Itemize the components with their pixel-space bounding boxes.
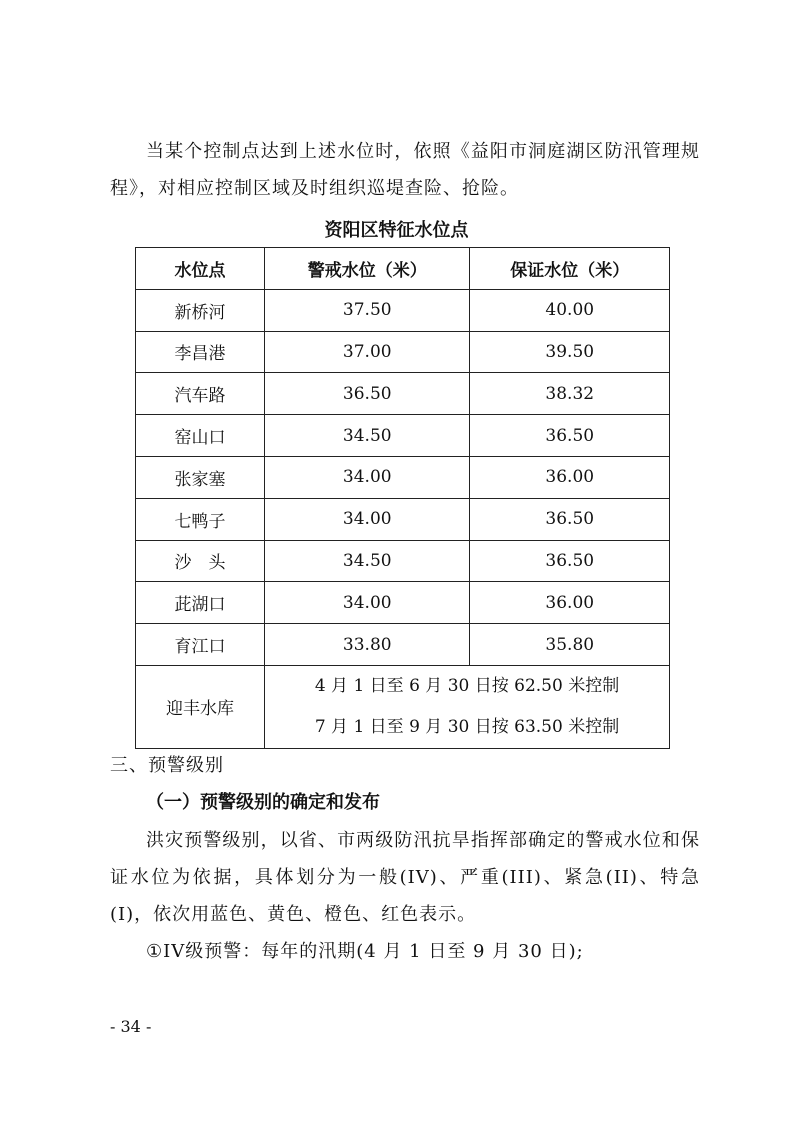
cell-reservoir-notes bbox=[265, 665, 670, 748]
table-row bbox=[136, 624, 670, 666]
reservoir-note: 4 月 1 日至 6 月 30 日按 62.50 米控制 bbox=[314, 675, 620, 696]
paragraph-iv-warning: ①IV级预警：每年的汛期(4 月 1 日至 9 月 30 日); bbox=[146, 941, 584, 962]
page-number: - 34 - bbox=[110, 1017, 152, 1036]
table-title: 资阳区特征水位点 bbox=[324, 220, 469, 241]
cell-warning: 37.50 bbox=[265, 289, 470, 331]
cell-guarantee: 35.80 bbox=[470, 624, 670, 666]
table-row bbox=[136, 289, 670, 331]
header-guarantee-level: 保证水位（米） bbox=[470, 248, 670, 290]
cell-guarantee: 36.50 bbox=[470, 415, 670, 457]
table-row bbox=[136, 540, 670, 582]
cell-site: 李昌港 bbox=[136, 331, 265, 373]
cell-warning: 34.50 bbox=[265, 540, 470, 582]
cell-site: 新桥河 bbox=[136, 289, 265, 331]
paragraph-levels: 洪灾预警级别，以省、市两级防汛抗旱指挥部确定的警戒水位和保证水位为依据，具体划分为一般(IV)、严重(III)、紧急(II)、特急(I)，依次用蓝色、黄色、橙色、红色表示。 bbox=[110, 830, 700, 925]
intro-paragraph: 当某个控制点达到上述水位时，依照《益阳市洞庭湖区防汛管理规程》，对相应控制区域及时组织巡堤查险、抢险。 bbox=[110, 141, 700, 199]
cell-guarantee: 38.32 bbox=[470, 373, 670, 415]
cell-site: 育江口 bbox=[136, 624, 265, 666]
table-row bbox=[136, 415, 670, 457]
cell-warning: 37.00 bbox=[265, 331, 470, 373]
water-level-table bbox=[135, 247, 670, 749]
cell-site: 茈湖口 bbox=[136, 582, 265, 624]
header-warning-level: 警戒水位（米） bbox=[265, 248, 470, 290]
cell-warning: 34.00 bbox=[265, 456, 470, 498]
table-row bbox=[136, 373, 670, 415]
table-row bbox=[136, 331, 670, 373]
table-row bbox=[136, 582, 670, 624]
cell-guarantee: 36.00 bbox=[470, 582, 670, 624]
cell-site: 七鸭子 bbox=[136, 498, 265, 540]
cell-guarantee: 40.00 bbox=[470, 289, 670, 331]
cell-guarantee: 39.50 bbox=[470, 331, 670, 373]
cell-warning: 34.00 bbox=[265, 582, 470, 624]
cell-warning: 34.50 bbox=[265, 415, 470, 457]
cell-site: 张家塞 bbox=[136, 456, 265, 498]
section-heading: 三、预警级别 bbox=[110, 755, 224, 776]
subsection-heading: （一）预警级别的确定和发布 bbox=[146, 792, 380, 813]
table-row bbox=[136, 456, 670, 498]
cell-site: 汽车路 bbox=[136, 373, 265, 415]
cell-warning: 33.80 bbox=[265, 624, 470, 666]
reservoir-note: 7 月 1 日至 9 月 30 日按 63.50 米控制 bbox=[314, 716, 620, 737]
cell-guarantee: 36.50 bbox=[470, 540, 670, 582]
cell-warning: 36.50 bbox=[265, 373, 470, 415]
cell-site: 沙 头 bbox=[136, 540, 265, 582]
table-row bbox=[136, 498, 670, 540]
cell-warning: 34.00 bbox=[265, 498, 470, 540]
header-site: 水位点 bbox=[136, 248, 265, 290]
cell-guarantee: 36.50 bbox=[470, 498, 670, 540]
reservoir-row bbox=[136, 665, 670, 748]
cell-guarantee: 36.00 bbox=[470, 456, 670, 498]
table-header-row bbox=[136, 248, 670, 290]
cell-reservoir-site: 迎丰水库 bbox=[136, 665, 265, 748]
cell-site: 窑山口 bbox=[136, 415, 265, 457]
